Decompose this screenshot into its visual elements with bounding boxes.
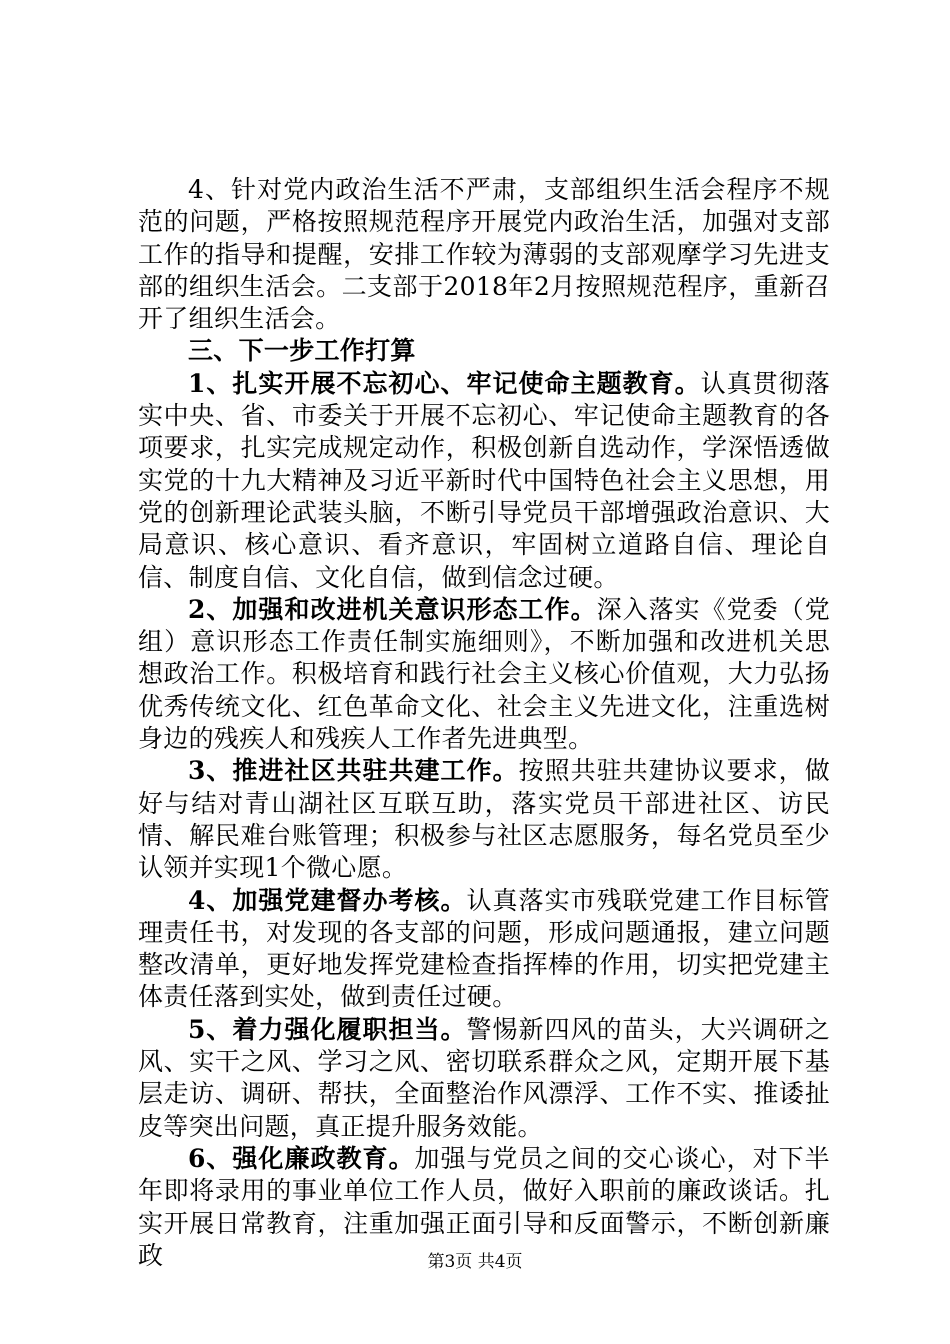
page-footer: 第3页 共4页 [427, 1252, 523, 1272]
paragraph-text: 4、针对党内政治生活不严肃，支部组织生活会程序不规范的问题，严格按照规范程序开展党内政治生活，加强对支部工作的指导和提醒，安排工作较为薄弱的支部观摩学习先进支部的组织生活会。二支部于2018年2月按照规范程序，重新召开了组织生活会。 [138, 175, 830, 334]
paragraph-1 [138, 174, 830, 335]
paragraph-lead: 4、加强党建督办考核。 [188, 885, 467, 915]
paragraph-lead: 2、加强和改进机关意识形态工作。 [188, 594, 597, 624]
paragraph-text: 认真贯彻落实中央、省、市委关于开展不忘初心、牢记使命主题教育的各项要求，扎实完成规定动作，积极创新自选动作，学深悟透做实党的十九大精神及习近平新时代中国特色社会主义思想，用党的创新理论武装头脑，不断引导党员干部增强政治意识、大局意识、核心意识、看齐意识，牢固树立道路自信、理论自信、制度自信、文化自信，做到信念过硬。 [138, 368, 830, 592]
paragraph-text: 警惕新四风的苗头，大兴调研之风、实干之风、学习之风、密切联系群众之风，定期开展下基层走访、调研、帮扶，全面整治作风漂浮、工作不实、推诿扯皮等突出问题，真正提升服务效能。 [138, 1014, 830, 1141]
paragraph-5 [138, 885, 830, 1014]
paragraph-lead: 3、推进社区共驻共建工作。 [188, 756, 519, 786]
paragraph-text: 按照共驻共建协议要求，做好与结对青山湖社区互联互助，落实党员干部进社区、访民情、解民难台账管理；积极参与社区志愿服务，每名党员至少认领并实现1个微心愿。 [138, 756, 830, 883]
paragraph-text: 认真落实市残联党建工作目标管理责任书，对发现的各支部的问题，形成问题通报，建立问题整改清单，更好地发挥党建检查指挥棒的作用，切实把党建主体责任落到实处，做到责任过硬。 [138, 885, 830, 1012]
section-heading [138, 335, 830, 367]
paragraph-text: 加强与党员之间的交心谈心，对下半年即将录用的事业单位工作人员，做好入职前的廉政谈话。扎实开展日常教育，注重加强正面引导和反面警示，不断创新廉政 [138, 1143, 830, 1270]
paragraph-2 [138, 368, 830, 594]
paragraph-lead: 5、着力强化履职担当。 [188, 1014, 467, 1044]
paragraph-6 [138, 1014, 830, 1143]
paragraph-3 [138, 594, 830, 755]
paragraph-text: 深入落实《党委（党组）意识形态工作责任制实施细则》，不断加强和改进机关思想政治工作。积极培育和践行社会主义核心价值观，大力弘扬优秀传统文化、红色革命文化、社会主义先进文化，注重选树身边的残疾人和残疾人工作者先进典型。 [138, 594, 830, 754]
paragraph-lead: 6、强化廉政教育。 [188, 1143, 415, 1173]
paragraph-4 [138, 755, 830, 884]
document-body [138, 174, 830, 1272]
heading-text: 三、下一步工作打算 [188, 336, 416, 366]
paragraph-lead: 1、扎实开展不忘初心、牢记使命主题教育。 [188, 368, 701, 398]
